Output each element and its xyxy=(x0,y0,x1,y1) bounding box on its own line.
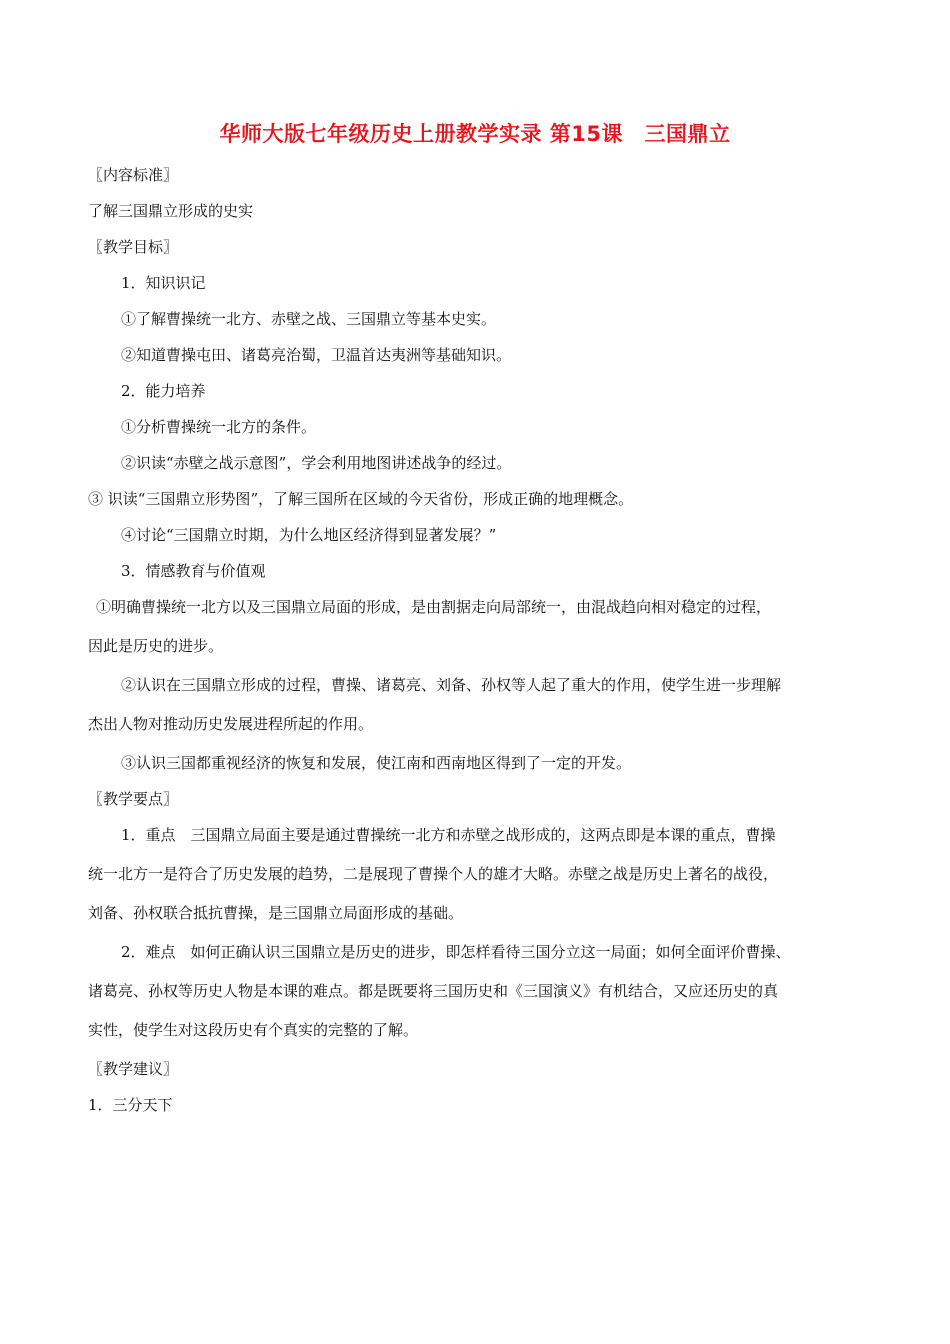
key-points-heading: 〖教学要点〗 xyxy=(88,790,179,808)
difficulty-line-3: 实性，使学生对这段历史有个真实的完整的了解。 xyxy=(88,1021,419,1039)
ability-item-4: ④讨论“三国鼎立时期，为什么地区经济得到显著发展？” xyxy=(121,526,497,544)
objectives-heading: 〖教学目标〗 xyxy=(88,238,179,256)
content-standard-heading: 〖内容标准〗 xyxy=(88,166,179,184)
suggestions-heading: 〖教学建议〗 xyxy=(88,1060,179,1078)
emotion-item-1-line-1: ①明确曹操统一北方以及三国鼎立局面的形成，是由割据走向局部统一，由混战趋向相对稳定的过程， xyxy=(96,598,772,616)
ability-item-1: ①分析曹操统一北方的条件。 xyxy=(121,418,317,436)
content-standard-text: 了解三国鼎立形成的史实 xyxy=(88,202,254,220)
ability-item-2: ②识读“赤壁之战示意图”，学会利用地图讲述战争的经过。 xyxy=(121,454,512,472)
focus-line-1: 1．重点 三国鼎立局面主要是通过曹操统一北方和赤壁之战形成的，这两点即是本课的重点，曹操 xyxy=(121,826,776,844)
focus-line-2: 统一北方一是符合了历史发展的趋势，二是展现了曹操个人的雄才大略。赤壁之战是历史上著名的战役， xyxy=(88,865,779,883)
focus-line-3: 刘备、孙权联合抵抗曹操，是三国鼎立局面形成的基础。 xyxy=(88,904,464,922)
knowledge-item-1: ①了解曹操统一北方、赤壁之战、三国鼎立等基本史实。 xyxy=(121,310,497,328)
emotion-item-3: ③认识三国都重视经济的恢复和发展，使江南和西南地区得到了一定的开发。 xyxy=(121,754,632,772)
suggestion-item-1: 1．三分天下 xyxy=(88,1096,173,1114)
emotion-item-2-line-1: ②认识在三国鼎立形成的过程，曹操、诸葛亮、刘备、孙权等人起了重大的作用，使学生进一步理解 xyxy=(121,676,782,694)
knowledge-label: 1．知识识记 xyxy=(121,274,206,292)
page-title: 华师大版七年级历史上册教学实录 第15课 三国鼎立 xyxy=(219,122,731,146)
emotion-item-2-line-2: 杰出人物对推动历史发展进程所起的作用。 xyxy=(88,715,374,733)
ability-label: 2．能力培养 xyxy=(121,382,206,400)
emotion-item-1-line-2: 因此是历史的进步。 xyxy=(88,637,224,655)
difficulty-line-2: 诸葛亮、孙权等历史人物是本课的难点。都是既要将三国历史和《三国演义》有机结合，又应还历史的真 xyxy=(88,982,779,1000)
difficulty-line-1: 2．难点 如何正确认识三国鼎立是历史的进步，即怎样看待三国分立这一局面；如何全面评价曹操、 xyxy=(121,943,791,961)
emotion-label: 3．情感教育与价值观 xyxy=(121,562,266,580)
knowledge-item-2: ②知道曹操屯田、诸葛亮治蜀，卫温首达夷洲等基础知识。 xyxy=(121,346,512,364)
ability-item-3: ③ 识读“三国鼎立形势图”，了解三国所在区域的今天省份，形成正确的地理概念。 xyxy=(88,490,634,508)
